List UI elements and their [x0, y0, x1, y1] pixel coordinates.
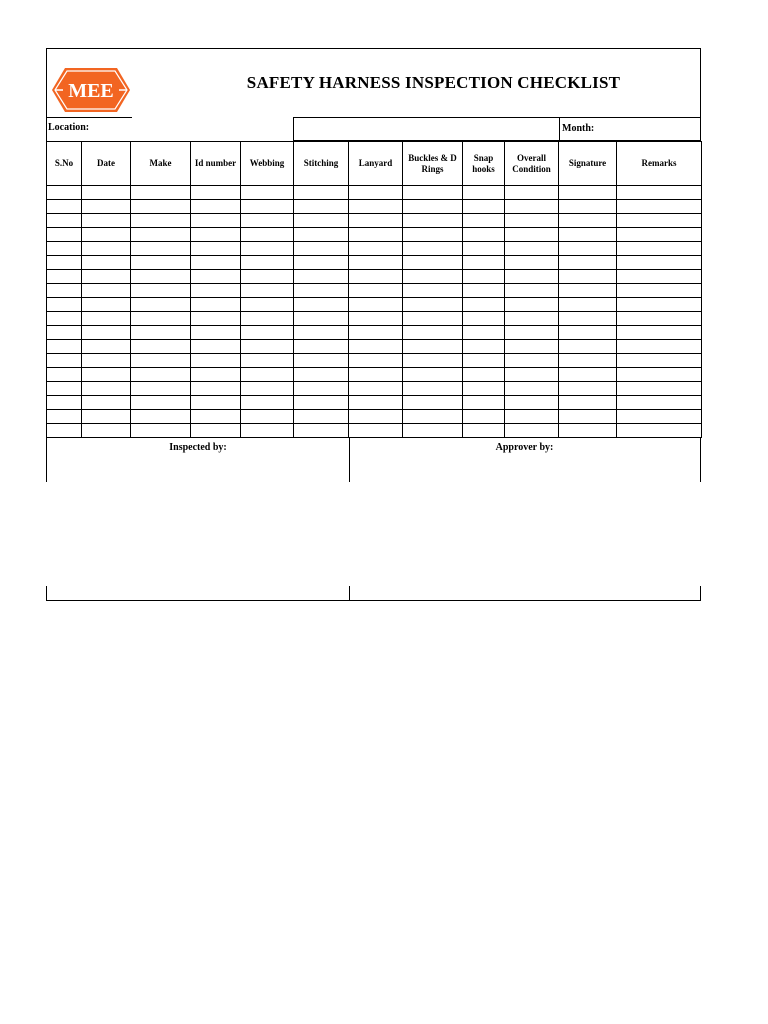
table-cell — [559, 410, 617, 424]
table-body — [47, 186, 702, 438]
table-cell — [463, 298, 505, 312]
table-cell — [131, 270, 191, 284]
table-cell — [617, 298, 702, 312]
table-cell — [191, 242, 241, 256]
table-cell — [47, 354, 82, 368]
table-cell — [403, 368, 463, 382]
table-cell — [47, 186, 82, 200]
table-cell — [47, 270, 82, 284]
table-cell — [349, 298, 403, 312]
table-cell — [241, 228, 294, 242]
table-cell — [131, 200, 191, 214]
table-cell — [559, 396, 617, 410]
column-header-snap-hooks: Snap hooks — [463, 142, 505, 186]
table-cell — [191, 270, 241, 284]
table-cell — [349, 200, 403, 214]
table-cell — [505, 284, 559, 298]
table-cell — [349, 284, 403, 298]
table-cell — [617, 326, 702, 340]
table-cell — [294, 354, 349, 368]
table-cell — [505, 270, 559, 284]
table-cell — [47, 228, 82, 242]
table-row — [47, 340, 702, 354]
table-cell — [617, 424, 702, 438]
table-cell — [463, 270, 505, 284]
table-row — [47, 298, 702, 312]
document-title: SAFETY HARNESS INSPECTION CHECKLIST — [246, 73, 621, 92]
table-cell — [47, 326, 82, 340]
table-cell — [463, 186, 505, 200]
table-cell — [617, 354, 702, 368]
table-cell — [349, 326, 403, 340]
inspected-by-label: Inspected by: — [169, 442, 227, 453]
table-cell — [403, 256, 463, 270]
table-cell — [241, 284, 294, 298]
table-cell — [241, 298, 294, 312]
table-cell — [131, 312, 191, 326]
table-cell — [294, 270, 349, 284]
document-header — [46, 48, 701, 117]
table-cell — [403, 186, 463, 200]
table-cell — [505, 382, 559, 396]
table-cell — [191, 228, 241, 242]
table-cell — [82, 368, 131, 382]
table-cell — [131, 298, 191, 312]
table-cell — [82, 256, 131, 270]
table-cell — [47, 214, 82, 228]
table-cell — [559, 354, 617, 368]
table-cell — [191, 382, 241, 396]
table-cell — [463, 200, 505, 214]
table-cell — [241, 424, 294, 438]
table-cell — [617, 270, 702, 284]
table-cell — [559, 228, 617, 242]
table-cell — [617, 256, 702, 270]
table-cell — [241, 242, 294, 256]
column-header-make: Make — [131, 142, 191, 186]
table-cell — [47, 298, 82, 312]
checklist-sheet — [46, 48, 701, 601]
table-cell — [294, 312, 349, 326]
table-cell — [82, 424, 131, 438]
table-cell — [349, 424, 403, 438]
table-row — [47, 200, 702, 214]
table-cell — [191, 298, 241, 312]
table-cell — [294, 424, 349, 438]
table-cell — [131, 340, 191, 354]
column-header-remarks: Remarks — [617, 142, 702, 186]
table-cell — [241, 368, 294, 382]
table-cell — [559, 368, 617, 382]
table-row — [47, 242, 702, 256]
table-cell — [463, 410, 505, 424]
table-cell — [349, 340, 403, 354]
table-cell — [617, 340, 702, 354]
table-cell — [463, 284, 505, 298]
table-cell — [241, 200, 294, 214]
table-cell — [191, 410, 241, 424]
table-cell — [131, 242, 191, 256]
company-logo — [51, 67, 131, 113]
table-cell — [403, 354, 463, 368]
table-cell — [463, 256, 505, 270]
table-cell — [294, 340, 349, 354]
table-cell — [505, 410, 559, 424]
table-row — [47, 382, 702, 396]
table-cell — [191, 312, 241, 326]
table-cell — [191, 354, 241, 368]
table-cell — [617, 214, 702, 228]
table-cell — [131, 256, 191, 270]
table-cell — [505, 256, 559, 270]
table-cell — [294, 368, 349, 382]
table-row — [47, 424, 702, 438]
approved-by-label: Approver by: — [495, 442, 554, 453]
table-cell — [559, 256, 617, 270]
table-cell — [349, 214, 403, 228]
table-cell — [191, 326, 241, 340]
table-cell — [463, 214, 505, 228]
table-cell — [617, 382, 702, 396]
table-cell — [82, 228, 131, 242]
table-cell — [403, 242, 463, 256]
table-cell — [463, 340, 505, 354]
column-header-overall-condition: Overall Condition — [505, 142, 559, 186]
table-cell — [294, 410, 349, 424]
table-cell — [294, 186, 349, 200]
table-cell — [403, 270, 463, 284]
location-underline — [47, 117, 132, 118]
table-cell — [505, 326, 559, 340]
table-cell — [559, 186, 617, 200]
table-cell — [349, 410, 403, 424]
table-cell — [505, 228, 559, 242]
table-cell — [82, 298, 131, 312]
table-cell — [241, 326, 294, 340]
table-row — [47, 214, 702, 228]
table-cell — [191, 256, 241, 270]
table-cell — [559, 200, 617, 214]
table-cell — [463, 326, 505, 340]
table-cell — [505, 424, 559, 438]
table-cell — [349, 228, 403, 242]
table-cell — [82, 242, 131, 256]
table-cell — [82, 382, 131, 396]
table-row — [47, 228, 702, 242]
table-row — [47, 284, 702, 298]
column-header-buckles: Buckles & D Rings — [403, 142, 463, 186]
table-cell — [349, 382, 403, 396]
table-cell — [505, 340, 559, 354]
table-cell — [241, 340, 294, 354]
column-header-date: Date — [82, 142, 131, 186]
table-cell — [559, 270, 617, 284]
table-cell — [559, 382, 617, 396]
table-cell — [131, 410, 191, 424]
table-cell — [294, 396, 349, 410]
table-cell — [617, 242, 702, 256]
table-cell — [191, 368, 241, 382]
table-cell — [559, 284, 617, 298]
table-cell — [505, 186, 559, 200]
table-cell — [403, 396, 463, 410]
table-cell — [349, 242, 403, 256]
signature-space — [45, 482, 702, 586]
location-field — [293, 117, 559, 141]
inspection-table — [46, 141, 702, 438]
table-row — [47, 270, 702, 284]
table-cell — [294, 284, 349, 298]
location-label: Location: — [48, 122, 90, 133]
table-cell — [131, 424, 191, 438]
table-cell — [131, 186, 191, 200]
month-label: Month: — [562, 123, 595, 134]
table-cell — [463, 424, 505, 438]
table-cell — [559, 242, 617, 256]
table-cell — [294, 228, 349, 242]
month-field — [559, 117, 701, 141]
table-cell — [294, 298, 349, 312]
column-header-lanyard: Lanyard — [349, 142, 403, 186]
table-cell — [241, 270, 294, 284]
table-cell — [463, 396, 505, 410]
table-cell — [349, 354, 403, 368]
table-cell — [294, 242, 349, 256]
table-cell — [131, 354, 191, 368]
table-cell — [47, 284, 82, 298]
table-cell — [505, 200, 559, 214]
table-cell — [82, 186, 131, 200]
table-row — [47, 368, 702, 382]
table-cell — [294, 256, 349, 270]
table-cell — [82, 396, 131, 410]
table-cell — [403, 410, 463, 424]
table-cell — [191, 186, 241, 200]
table-cell — [403, 284, 463, 298]
table-cell — [47, 410, 82, 424]
table-cell — [463, 312, 505, 326]
table-cell — [241, 214, 294, 228]
table-cell — [505, 298, 559, 312]
table-cell — [403, 424, 463, 438]
table-cell — [617, 396, 702, 410]
table-cell — [131, 228, 191, 242]
column-header-webbing: Webbing — [241, 142, 294, 186]
column-header-id-number: Id number — [191, 142, 241, 186]
table-cell — [191, 396, 241, 410]
table-cell — [191, 214, 241, 228]
table-cell — [349, 396, 403, 410]
table-cell — [131, 396, 191, 410]
table-cell — [131, 326, 191, 340]
table-cell — [191, 200, 241, 214]
table-cell — [82, 354, 131, 368]
table-cell — [82, 200, 131, 214]
table-cell — [617, 410, 702, 424]
table-cell — [241, 186, 294, 200]
table-cell — [463, 382, 505, 396]
table-cell — [559, 298, 617, 312]
table-cell — [403, 340, 463, 354]
table-cell — [559, 340, 617, 354]
table-cell — [191, 284, 241, 298]
table-cell — [82, 214, 131, 228]
table-cell — [47, 368, 82, 382]
table-cell — [403, 214, 463, 228]
table-cell — [463, 354, 505, 368]
table-row — [47, 410, 702, 424]
table-row — [47, 326, 702, 340]
table-row — [47, 354, 702, 368]
table-cell — [505, 312, 559, 326]
table-cell — [294, 200, 349, 214]
table-cell — [82, 270, 131, 284]
column-header-sno: S.No — [47, 142, 82, 186]
table-cell — [294, 214, 349, 228]
table-cell — [505, 396, 559, 410]
table-cell — [559, 326, 617, 340]
table-cell — [617, 284, 702, 298]
table-cell — [403, 228, 463, 242]
table-cell — [47, 424, 82, 438]
table-cell — [47, 242, 82, 256]
table-cell — [82, 340, 131, 354]
table-cell — [191, 424, 241, 438]
table-cell — [241, 312, 294, 326]
table-cell — [294, 326, 349, 340]
table-cell — [349, 312, 403, 326]
table-cell — [82, 284, 131, 298]
table-cell — [191, 340, 241, 354]
table-cell — [403, 326, 463, 340]
table-cell — [131, 382, 191, 396]
table-cell — [403, 312, 463, 326]
table-cell — [349, 256, 403, 270]
logo-text: MEE — [68, 80, 114, 102]
table-cell — [47, 382, 82, 396]
table-cell — [82, 410, 131, 424]
table-cell — [617, 200, 702, 214]
table-cell — [47, 396, 82, 410]
table-cell — [617, 228, 702, 242]
table-cell — [131, 284, 191, 298]
table-cell — [505, 368, 559, 382]
table-cell — [294, 382, 349, 396]
table-cell — [559, 312, 617, 326]
table-header-row — [47, 142, 702, 186]
table-cell — [617, 368, 702, 382]
table-cell — [82, 312, 131, 326]
table-row — [47, 256, 702, 270]
table-cell — [403, 298, 463, 312]
table-cell — [241, 354, 294, 368]
table-cell — [241, 382, 294, 396]
table-row — [47, 312, 702, 326]
table-cell — [131, 214, 191, 228]
table-cell — [131, 368, 191, 382]
table-cell — [463, 242, 505, 256]
table-cell — [47, 200, 82, 214]
table-cell — [617, 186, 702, 200]
table-row — [47, 396, 702, 410]
table-cell — [82, 326, 131, 340]
table-cell — [505, 214, 559, 228]
table-cell — [241, 410, 294, 424]
table-cell — [403, 200, 463, 214]
table-row — [47, 186, 702, 200]
info-row — [46, 117, 701, 141]
table-cell — [463, 228, 505, 242]
table-cell — [349, 270, 403, 284]
table-cell — [47, 340, 82, 354]
signature-section — [46, 438, 701, 601]
table-cell — [47, 312, 82, 326]
table-cell — [403, 382, 463, 396]
table-cell — [505, 242, 559, 256]
table-cell — [559, 424, 617, 438]
table-cell — [47, 256, 82, 270]
table-cell — [559, 214, 617, 228]
table-cell — [617, 312, 702, 326]
column-header-signature: Signature — [559, 142, 617, 186]
table-cell — [241, 256, 294, 270]
column-header-stitching: Stitching — [294, 142, 349, 186]
table-cell — [349, 186, 403, 200]
table-cell — [241, 396, 294, 410]
signature-bottom-border — [46, 600, 701, 601]
table-cell — [349, 368, 403, 382]
table-cell — [463, 368, 505, 382]
table-cell — [505, 354, 559, 368]
